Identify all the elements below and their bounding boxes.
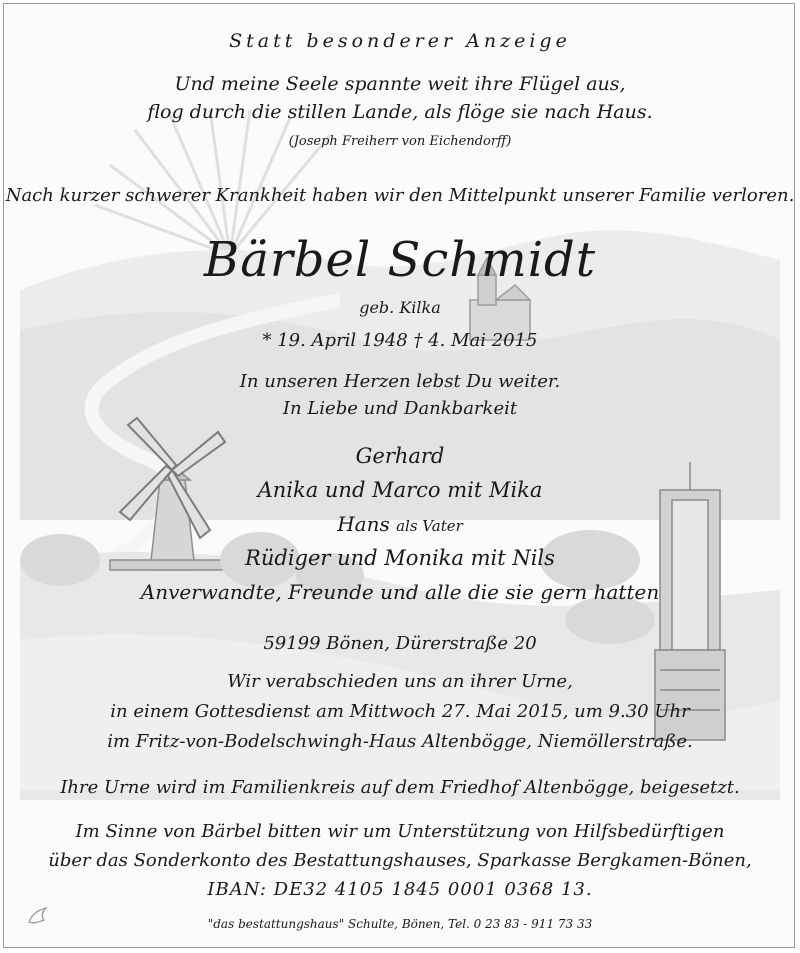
family-line-1: Gerhard [355, 444, 445, 468]
service-line-2: in einem Gottesdienst am Mittwoch 27. Mai 2015, um 9.30 Uhr [110, 701, 690, 722]
family-line-3 [0, 512, 800, 536]
poem-line-2: flog durch die stillen Lande, als flöge sie nach Haus. [147, 101, 653, 123]
service-line-1: Wir verabschieden uns an ihrer Urne, [227, 671, 573, 692]
poem-line-1: Und meine Seele spannte weit ihre Flügel aus, [174, 73, 626, 95]
notice-header: Statt besonderer Anzeige [229, 30, 571, 52]
intro-text: Nach kurzer schwerer Krankheit haben wir den Mittelpunkt unserer Familie verloren. [5, 185, 795, 206]
life-dates: * 19. April 1948 † 4. Mai 2015 [262, 330, 538, 351]
remembrance-line-2: In Liebe und Dankbarkeit [282, 398, 518, 419]
address: 59199 Bönen, Dürerstraße 20 [263, 633, 537, 654]
donation-line-2: über das Sonderkonto des Bestattungshauses, Sparkasse Bergkamen-Bönen, [48, 850, 752, 871]
dove-logo-icon [26, 900, 52, 928]
family-line-3-suffix: als Vater [396, 517, 463, 535]
funeral-home-footer: "das bestattungshaus" Schulte, Bönen, Tel. 0 23 83 - 911 73 33 [207, 917, 593, 931]
family-line-2: Anika und Marco mit Mika [257, 478, 543, 502]
poem-author: (Joseph Freiherr von Eichendorff) [288, 134, 512, 149]
deceased-name: Bärbel Schmidt [203, 232, 597, 288]
donation-line-1: Im Sinne von Bärbel bitten wir um Unterstützung von Hilfsbedürftigen [75, 821, 725, 842]
family-line-4: Rüdiger und Monika mit Nils [245, 546, 555, 570]
donation-iban: IBAN: DE32 4105 1845 0001 0368 13. [207, 879, 593, 900]
service-line-3: im Fritz-von-Bodelschwingh-Haus Altenbögge, Niemöllerstraße. [107, 731, 693, 752]
remembrance-line-1: In unseren Herzen lebst Du weiter. [239, 371, 561, 392]
family-line-3-name: Hans [337, 512, 390, 536]
family-line-5: Anverwandte, Freunde und alle die sie gern hatten [140, 580, 660, 604]
birth-name: geb. Kilka [359, 298, 441, 317]
urn-burial-text: Ihre Urne wird im Familienkreis auf dem Friedhof Altenbögge, beigesetzt. [60, 777, 740, 798]
